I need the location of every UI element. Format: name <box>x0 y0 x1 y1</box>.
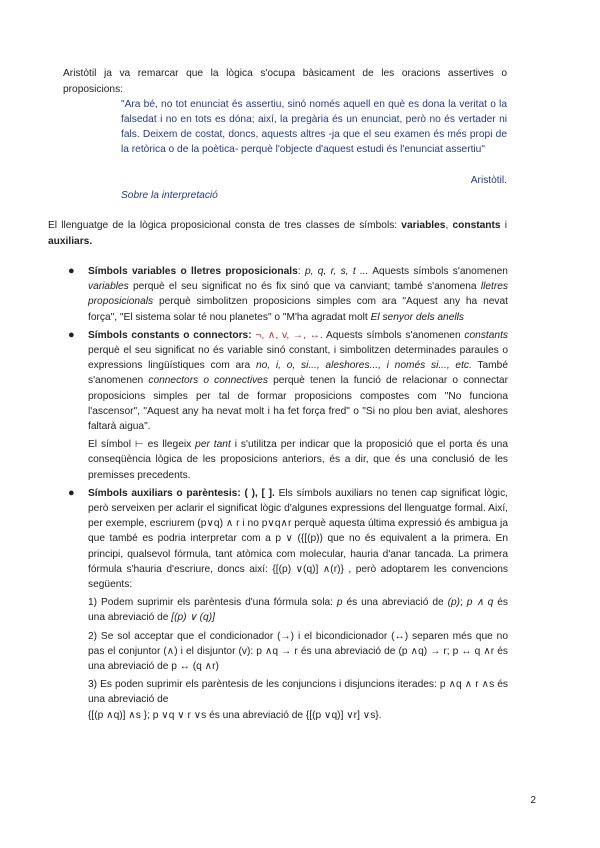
aristotle-quote: "Ara bé, no tot enunciat és assertiu, sinó només aquell en què es dona la veritat o la falsedat i no en tots es dóna; així, la pregària és un enunciat, però no és vertader ni fals. Deixem de costat, doncs, aquests altres -ja que el seu examen és més propi de la retòrica o de la poètica- perquè l'objecte d'aquest estudi és l'enunciat assertiu" <box>121 99 507 155</box>
item-text: També s'anomenen <box>88 360 508 387</box>
item-title: Símbols auxiliars o parèntesis: ( ), [ ]. <box>88 487 275 499</box>
bullet-icon: ● <box>68 328 75 341</box>
item-text: El símbol ⊢ es llegeix <box>88 439 196 451</box>
item-symbols: p, q, r, s, t ... <box>304 266 369 277</box>
item-text: és una abreviació de <box>342 597 448 609</box>
bullet-icon: ● <box>68 265 75 277</box>
symbols-list <box>68 264 508 726</box>
quote-author: Aristòtil. <box>470 175 507 186</box>
item-text: Aquests símbols s'anomenen <box>368 266 508 277</box>
list-item-constants <box>68 328 508 483</box>
para2-sep2: i <box>500 220 508 231</box>
convention-3 <box>88 677 508 723</box>
item-italic: [(p) ∨ (q)] <box>171 612 215 624</box>
item-italic: (p) <box>447 597 461 609</box>
item-italic: constants <box>464 329 508 341</box>
bold-constants: constants <box>452 220 501 231</box>
variables-paragraph <box>88 264 508 325</box>
item-text: perquè simbolitzen proposicions simples com ara "Aquest any ha nevat força", "El sistema solar té nou planetes" o "M'ha agradat molt <box>88 296 508 323</box>
item-italic: p <box>336 597 343 609</box>
item-text: és una abreviació de <box>88 597 509 624</box>
item-title: Símbols constants o connectors: <box>88 329 252 341</box>
item-italic: per tant <box>195 439 231 451</box>
item-text: {[(p ∧q)] ∧s }; p ∨q ∨ r ∨s és una abreviació de {[(p ∨q)] ∨r] ∨s}. <box>88 709 382 721</box>
constants-paragraph <box>88 328 508 434</box>
auxiliars-paragraph <box>88 486 508 592</box>
convention-2: 2) Se sol acceptar que el condicionador (→) i el bicondicionador (↔) separen més que no pas el conjuntor (∧) i el disjuntor (v): p ∧q → r és una abreviació de (p ∧q) → r; p ↔ q ∧r és una abreviació de p ↔ (q ∧r) <box>88 630 508 673</box>
para2-sep1: , <box>445 220 453 231</box>
page-number: 2 <box>530 795 536 806</box>
item-text: . Aquests símbols s'anomenen <box>319 329 465 341</box>
item-text: i s'utilitza per indicar que la proposició que el porta és una conseqüència lògica de les proposicions anteriors, és a dir, que és una conclusió de les premisses precedents. <box>88 439 508 481</box>
item-italic: no, i, o, si..., aleshores..., i només si..., etc. <box>255 360 472 372</box>
item-title: Símbols variables o lletres proposicionals <box>88 266 298 277</box>
turnstile-paragraph <box>88 437 508 483</box>
connector-symbols: ¬, ∧, v, →, ↔ <box>255 329 320 341</box>
bullet-icon: ● <box>68 486 75 499</box>
item-colon: : <box>297 266 305 277</box>
item-text: perquè tenen la funció de relacionar o connectar proposicions simples per tal de formar proposicions compostes com "No funciona l'ascensor", "Aquest any ha nevat molt i ha fet força fred" o "Si no plou ben aviat, aleshores faltarà aigua". <box>88 375 508 433</box>
item-text: 3) Es poden suprimir els parèntesis de les conjuncions i disjuncions iterades: p ∧q ∧ r ∧s és una abreviació de <box>88 679 508 706</box>
item-italic: El senyor dels anells <box>370 311 464 323</box>
item-text: perquè el seu significat no és fix sinó que va canviant; també s'anomena <box>128 281 481 293</box>
bold-variables: variables <box>401 220 446 231</box>
intro-paragraph: Aristòtil ja va remarcar que la lògica s'ocupa bàsicament de les oracions assertives o proposicions: <box>63 68 507 95</box>
symbol-classes-paragraph <box>48 218 507 249</box>
item-italic: lletres proposicionals <box>88 281 508 308</box>
quote-source: Sobre la interpretació <box>121 190 218 201</box>
item-text: perquè el seu significat no és variable sinó constant, i simbolitzen determinades paraules o expressions lingüístiques com ara <box>88 345 508 372</box>
list-item-variables <box>68 264 508 325</box>
bold-auxiliars: auxiliars. <box>48 235 93 247</box>
item-italic: connectors o connectives <box>148 375 268 387</box>
convention-1 <box>88 595 508 625</box>
list-item-auxiliars <box>68 486 508 723</box>
item-italic: p ∧ q <box>466 597 494 609</box>
item-text: ; <box>460 597 467 609</box>
item-italic: variables <box>88 281 129 293</box>
item-text: Els símbols auxiliars no tenen cap significat lògic, però serveixen per aclarir el significat lògic d'algunes expressions del llenguatge formal. Així, per exemple, escriurem (p∨q) ∧ r i no p∨q∧r perquè aquesta última expressió és ambigua ja que també es podria interpretar com a p ∨ ({[(p)) que no és equivalent a la primera. En principi, qualsevol fórmula, tant atòmica com molecular, hauria d'anar tancada. La primera fórmula s'hauria d'escriure, doncs així: {[(p) ∨(q)] ∧(r)} , però adoptarem les convencions següents: <box>88 487 508 591</box>
para2-text: El llenguatge de la lògica proposicional consta de tres classes de símbols: <box>48 220 402 231</box>
item-text: 1) Podem suprimir els parèntesis d'una fórmula sola: <box>88 597 337 609</box>
